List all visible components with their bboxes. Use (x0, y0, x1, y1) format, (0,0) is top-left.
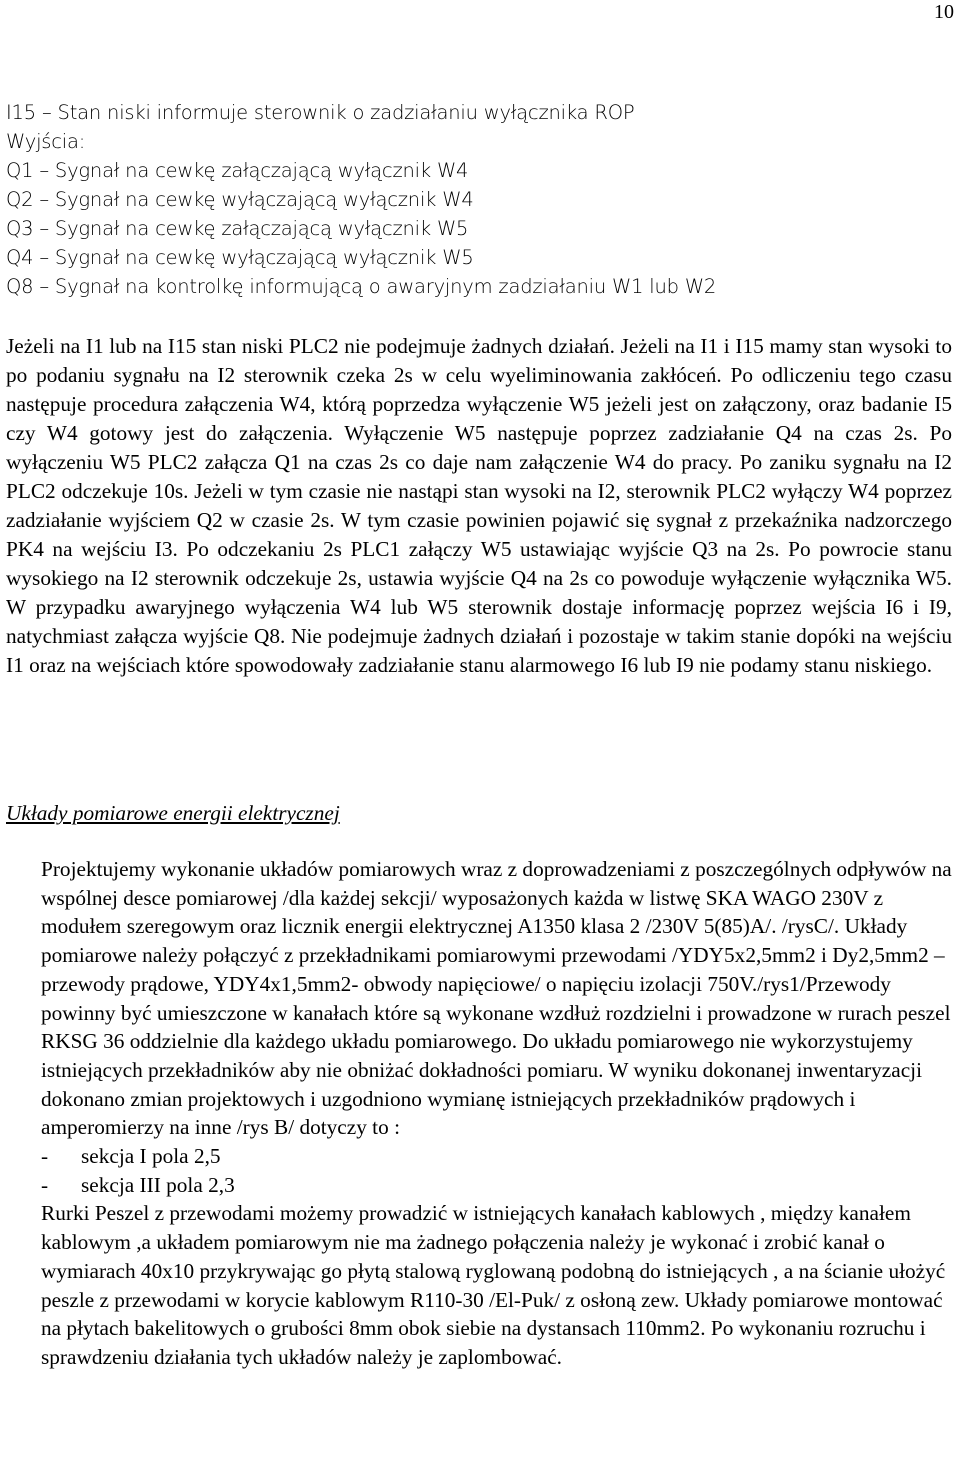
plc-description-paragraph: Jeżeli na I1 lub na I15 stan niski PLC2 nie podejmuje żadnych działań. Jeżeli na I1 i I15 mamy stan wysoki to po podaniu sygnału na I2 sterownik czeka 2s w celu wyeliminowania zakłóceń. Po odliczeniu tego czasu następuje procedura załączenia W4, którą poprzedza wyłączenie W5 jeżeli jest on załączony, oraz badanie I5 czy W4 gotowy jest do załączenia. Wyłączenie W5 następuje poprzez zadziałanie Q4 na czas 2s. Po wyłączeniu W5 PLC2 załącza Q1 na czas 2s co daje nam załączenie W4 do pracy. Po zaniku sygnału na I2 PLC2 odczekuje 10s. Jeżeli w tym czasie nie nastąpi stan wysoki na I2, sterownik PLC2 wyłączy W4 poprzez zadziałanie wyjściem Q2 w czasie 2s. W tym czasie powinien pojawić się sygnał z przekaźnika nadzorczego PK4 na wejściu I3. Po odczekaniu 2s PLC1 załączy W5 ustawiając wyjście Q3 na 2s. Po powrocie stanu wysokiego na I2 sterownik odczekuje 2s, ustawia wyjście Q4 na 2s co powoduje wyłączenie wyłącznika W5. W przypadku awaryjnego wyłączenia W4 lub W5 sterownik dostaje informację poprzez wejścia I6 i I9, natychmiast załącza wyjście Q8. Nie podejmuje żadnych działań i pozostaje w takim stanie dopóki na wejściu I1 oraz na wejściach które spowodowały zadziałanie stanu alarmowego I6 lub I9 nie podamy stanu niskiego. (6, 334, 952, 677)
io-item-q3: Q3 – Sygnał na cewkę załączającą wyłącznik W5 (6, 217, 469, 240)
list-item (41, 1171, 959, 1200)
io-item-q8: Q8 – Sygnał na kontrolkę informującą o awaryjnym zadziałaniu W1 lub W2 (6, 275, 717, 298)
metering-intro-paragraph: Projektujemy wykonanie układów pomiarowych wraz z doprowadzeniami z poszczególnych odpływów na wspólnej desce pomiarowej /dla każdej sekcji/ wyposażonych każda w listwę SKA WAGO 230V z modułem szeregowym oraz licznik energii elektrycznej A1350 klasa 2 /230V 5(85)A/. /rysC/. Układy pomiarowe należy połączyć z przekładnikami pomiarowymi przewodami /YDY5x2,5mm2 i Dy2,5mm2 – przewody prądowe, YDY4x1,5mm2- obwody napięciowe/ o napięciu izolacji 750V./rys1/Przewody powinny być umieszczone w kanałach które są wykonane wzdłuż rozdzielni i prowadzone w rurach peszel RKSG 36 oddzielnie dla każdego układu pomiarowego. Do układu pomiarowego nie wykorzystujemy istniejących przekładników aby nie obniżać dokładności pomiaru. W wyniku dokonanej inwentaryzacji dokonano zmian projektowych i uzgodniono wymianę istniejących przekładników prądowych i amperomierzy na inne /rys B/ dotyczy to : (41, 857, 952, 1140)
io-outputs-heading: Wyjścia: (6, 130, 86, 153)
io-item-q4: Q4 – Sygnał na cewkę wyłączającą wyłącznik W5 (6, 246, 474, 269)
page-number: 10 (934, 1, 954, 23)
io-list (6, 98, 946, 301)
list-item-text: sekcja III pola 2,3 (81, 1172, 235, 1197)
metering-section-body (41, 855, 959, 1372)
io-item-q2: Q2 – Sygnał na cewkę wyłączającą wyłącznik W4 (6, 188, 474, 211)
list-item-text: sekcja I pola 2,5 (81, 1144, 221, 1169)
list-dash: - (41, 1144, 49, 1169)
io-item-i15: I15 – Stan niski informuje sterownik o zadziałaniu wyłącznika ROP (6, 101, 635, 124)
list-dash: - (41, 1172, 49, 1197)
metering-closing-paragraph: Rurki Peszel z przewodami możemy prowadzić w istniejących kanałach kablowych , między kanałem kablowym ,a układem pomiarowym nie ma żadnego połączenia należy je wykonać i zrobić kanał o wymiarach 40x10 przykrywając go płytą stalową ryglowaną podobną do istniejących , a na ścianie ułożyć peszle z przewodami w korycie kablowym R110-30 /El-Puk/ z osłoną zew. Układy pomiarowe montować na płytach bakelitowych o grubości 8mm obok siebie na dystansach 110mm2. Po wykonaniu rozruchu i sprawdzeniu działania tych układów należy je zaplombować. (41, 1201, 946, 1369)
list-item (41, 1142, 959, 1171)
section-heading: Układy pomiarowe energii elektrycznej (6, 801, 340, 825)
io-item-q1: Q1 – Sygnał na cewkę załączającą wyłącznik W4 (6, 159, 469, 182)
